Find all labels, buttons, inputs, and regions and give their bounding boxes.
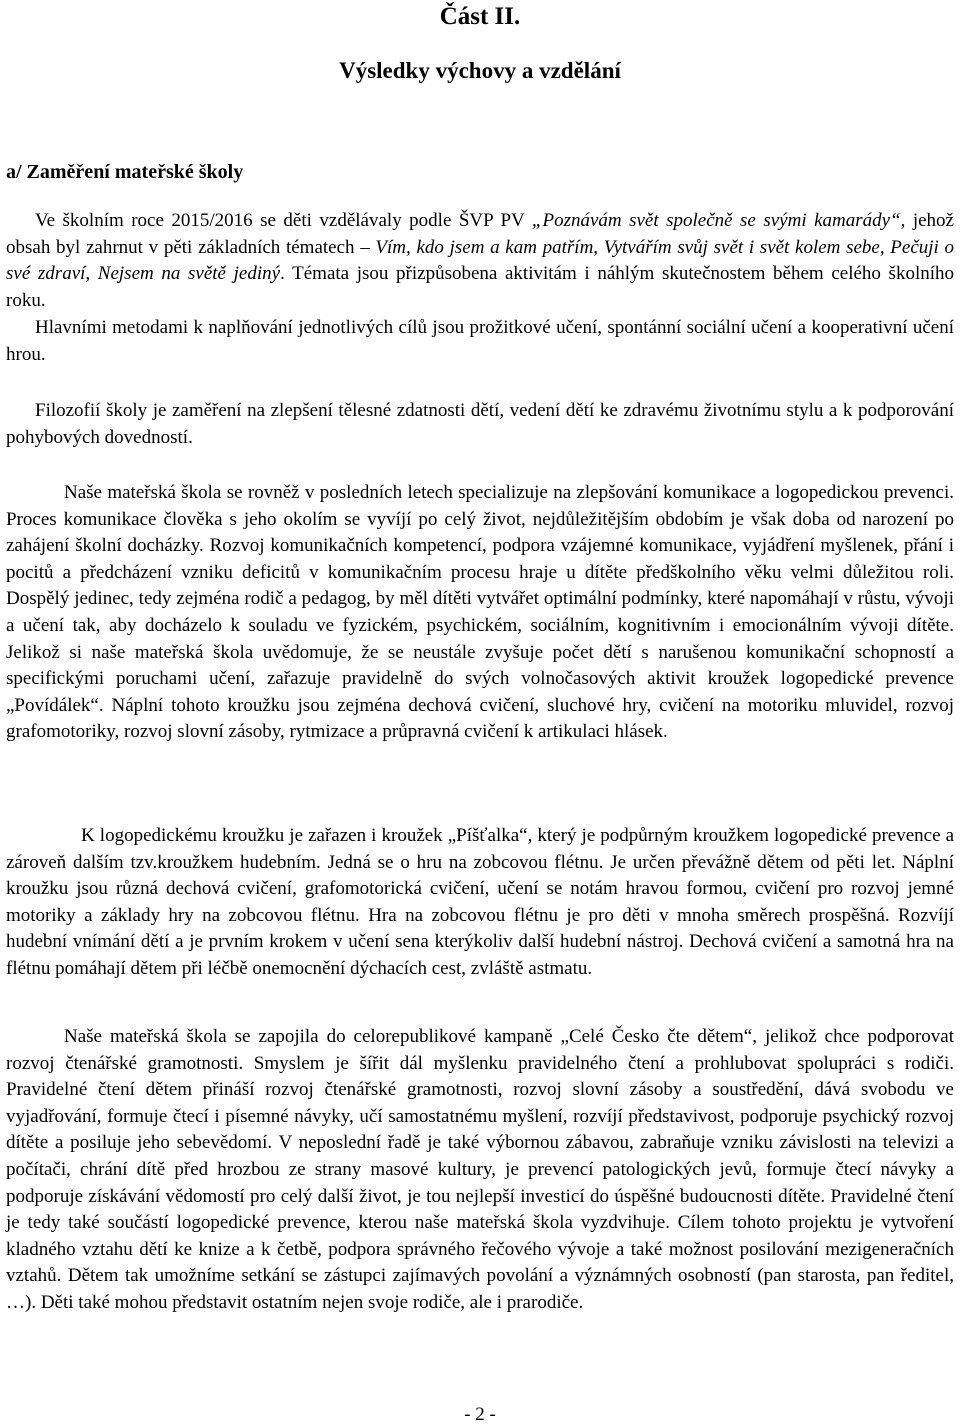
program-title: „Poznávám svět společně se svými kamarády“ [531,210,901,231]
page-number: - 2 - [464,1404,496,1425]
paragraph-reading-campaign-text: Naše mateřská škola se zapojila do celorepublikové kampaně „Celé Česko čte dětem“, jelikož chce podporovat rozvoj čtenářské gramotnosti. Smyslem je šířit dál myšlenku pravidelného čtení a prohlubovat spolupráci s rodiči. Pravidelné čtení dětem přináší rozvoj čtenářské gramotnosti, rozvoj slovní zásoby a soustředění, dává svobodu ve vyjadřování, formuje čtecí i písemné návyky, učí samostatnému myšlení, rozvíjí představivost, podporuje psychický rozvoj dítěte a posiluje jeho sebevědomí. V neposlední řadě je také výbornou zábavou, zabraňuje vzniku závislosti na televizi a počítači, chrání dítě před hrozbou ze strany masové kultury, je prevencí patologických jevů, formuje čtecí návyky a podporuje získávání vědomostí pro celý další život, je tou nejlepší investicí do úspěšné budoucnosti dítěte. Pravidelné čtení je tedy také součástí logopedické prevence, kterou naše mateřská škola vyzdvihuje. Cílem tohoto projektu je vytvoření kladného vztahu dětí ke knize a k četbě, podpora správného řečového vývoje a také možnost posilování mezigeneračních vztahů. Dětem tak umožníme setkání se zástupci zajímavých povolání a význámných osobností (pan starosta, pan ředitel, …). Děti také mohou představit ostatním nejen svoje rodiče, ale i prarodiče. [6,1026,954,1313]
paragraph-curriculum-middle: , jehož obsah byl zahrnut v pěti základních tématech – [6,210,954,258]
paragraph-speech-prevention-text: Naše mateřská škola se rovněž v posledních letech specializuje na zlepšování komunikace a logopedickou prevenci. Proces komunikace člověka s jeho okolím se vyvíjí po celý život, nejdůležitějším obdobím je však doba od narození po zahájení školní docházky. Rozvoj komunikačních kompetencí, podpora vzájemné komunikace, vyjádření myšlenek, přání i pocitů a předcházení vzniku deficitů v komunikačním procesu hraje u dítěte předškolního věku velmi důležitou roli. Dospělý jedinec, tedy zejména rodič a pedagog, by měl dítěti vytvářet optimální podmínky, které napomáhají v růstu, vývoji a učení tak, aby docházelo k souladu ve fyzickém, psychickém, sociálním, kognitivním i emocionálním vývoji dítěte. Jelikož si naše mateřská škola uvědomuje, že se neustále zvyšuje počet dětí s narušenou komunikační schopností a specifickými poruchami učení, zařazuje pravidelně do svých volnočasových aktivit kroužek logopedické prevence „Povídálek“. Náplní tohoto kroužku jsou zejména dechová cvičení, sluchové hry, cvičení na motoriku mluvidel, rozvoj grafomotoriky, rozvoj slovní zásoby, rytmizace a průpravná cvičení k artikulaci hlásek. [6,482,954,743]
paragraph-curriculum-end: . Témata jsou přizpůsobena aktivitám i náhlým skutečnostem během celého školního roku. [6,263,954,311]
paragraph-flute-club-text: K logopedickému kroužku je zařazen i kroužek „Píšťalka“, který je podpůrným kroužkem logopedické prevence a zároveň dalším tzv.kroužkem hudebním. Jedná se o hru na zobcovou flétnu. Je určen převážně dětem od pěti let. Náplní kroužku jsou různá dechová cvičení, grafomotorická cvičení, učení se notám hravou formou, cvičení pro rozvoj jemné motoriky a základy hry na zobcovou flétnu. Hra na zobcovou flétnu je pro děti v mnoha směrech prospěšná. Rozvíjí hudební vnímání dětí a je prvním krokem v učení sena kterýkoliv další hudební nástroj. Dechová cvičení a samotná hra na flétnu pomáhají dětem při léčbě onemocnění dýchacích cest, zvláště astmatu. [6,825,954,979]
part-title: Část II. [439,3,521,30]
paragraph-speech-prevention [6,480,954,746]
paragraph-curriculum-intro: Ve školním roce 2015/2016 se děti vzdělávaly podle ŠVP PV [35,210,532,231]
paragraph-flute-club [6,823,954,983]
topic-list: Vím, kdo jsem a kam patřím, Vytvářím svůj svět i svět kolem sebe, Pečuji o své zdraví, Nejsem na světě jediný [6,236,954,285]
paragraph-philosophy-text: Filozofií školy je zaměření na zlepšení tělesné zdatnosti dětí, vedení dětí ke zdravému životnímu stylu a k podporování pohybových dovedností. [6,400,954,448]
paragraph-methods [6,315,954,368]
document-title: Výsledky výchovy a vzdělání [339,58,621,83]
section-heading: a/ Zaměření mateřské školy [6,161,244,183]
paragraph-methods-text: Hlavními metodami k naplňování jednotlivých cílů jsou prožitkové učení, spontánní sociální učení a kooperativní učení hrou. [6,317,954,365]
paragraph-philosophy [6,398,954,451]
paragraph-reading-campaign [6,1024,954,1317]
paragraph-curriculum [6,208,954,314]
